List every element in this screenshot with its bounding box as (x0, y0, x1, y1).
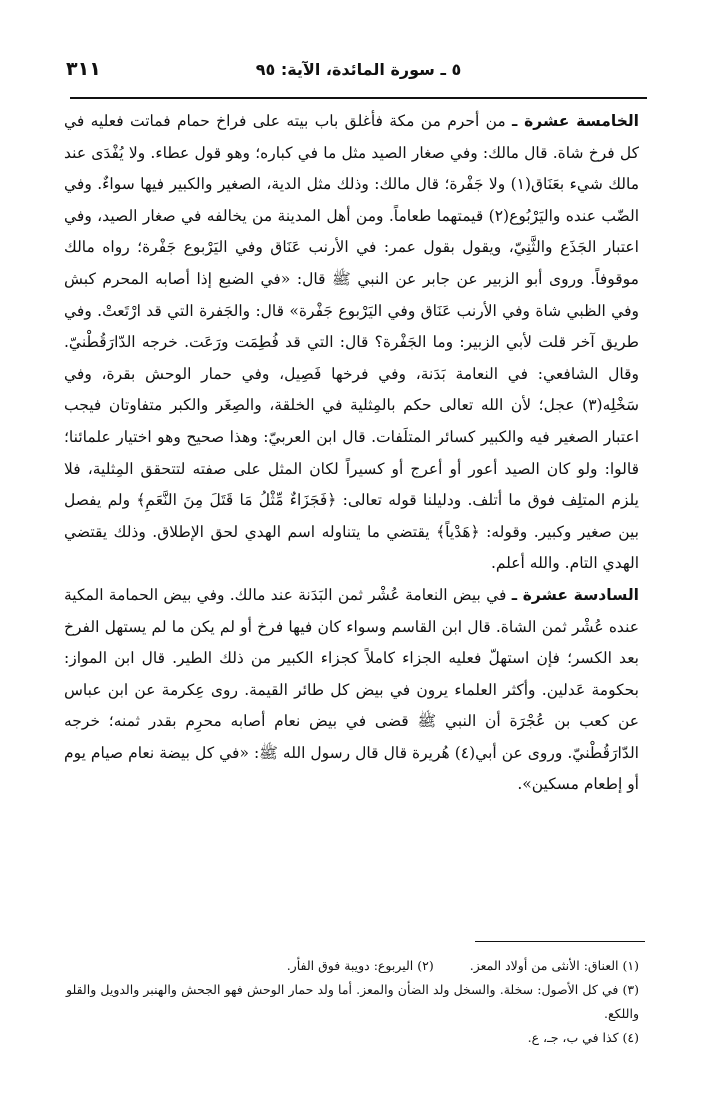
footnotes (66, 954, 639, 1050)
footnote-2: (٢) اليربوع: دويبة فوق الفأر. (286, 958, 434, 973)
paragraph-text: في بيض النعامة عُشْر ثمن البَدَنة عند مالك. وفي بيض الحمامة المكية عنده عُشْر ثمن الشاة. قال ابن القاسم وسواء كان فيها فرخ أو لم يكن ما لم يستهل الفرخ بعد الكسر؛ فإن استهلّ فعليه الجزاء كاملاً كجزاء الكبير من ذلك الطير. قال ابن المواز: بحكومة عَدلين. وأكثر العلماء يرون في بيض كل طائر القيمة. روى عِكرمة عن ابن عباس عن كعب بن عُجْرَة أن النبي ﷺ قضى في بيض نعام أصابه محرِم بقدر ثمنه؛ خرجه الدّارَقُطْنيّ. وروى عن أبي(٤) هُريرة قال قال رسول الله ﷺ: «في كل بيضة نعام صيام يوم أو إطعام مسكين». (64, 585, 639, 794)
footnote-row (66, 954, 639, 978)
main-text (64, 106, 639, 801)
paragraph-fifteenth (64, 106, 639, 580)
footnote-3: (٣) في كل الأصول: سخلة. والسخل ولد الضأن والمعز. أما ولد حمار الوحش فهو الجحش والهنبر والدويل والقلو واللكع. (66, 982, 639, 1021)
paragraph-text: من أحرم من مكة فأغلق باب بيته على فراخ حمام فماتت فعليه في كل فرخ شاة. قال مالك: وفي صغار الصيد مثل ما في كباره؛ وهو قول عطاء. ولا يُفْدَى عند مالك شيء بعَنَاق(١) ولا جَفْرة؛ قال مالك: وذلك مثل الدية، الصغير والكبير فيها سواءٌ. وفي الضّب عنده واليَرْبُوع(٢) قيمتهما طعاماً. ومن أهل المدينة من يخالفه في صغار الصيد، وفي اعتبار الجَذَع والثَّنِيّ، ويقول بقول عمر: في الأرنب عَنَاق وفي اليَرْبوع جَفْرة؛ رواه مالك موقوفاً. وروى أبو الزبير عن جابر عن النبي ﷺ قال: «في الضبع إذا أصابه المحرم كبش وفي الظبي شاة وفي الأرنب عَنَاق وفي اليَرْبوع جَفْرة» قال: والجَفرة التي قد ارْتَعتْ. وفي طريق آخر قلت لأبي الزبير: وما الجَفْرة؟ قال: التي قد فُطِمَت ورَعَت. خرجه الدّارَقُطْنيّ. وقال الشافعي: في النعامة بَدَنة، وفي فرخها فَصِيل، وفي حمار الوحش بقرة، وفي سَخْلِه(٣) عجل؛ لأن الله تعالى حكم بالمِثلية في الخلقة، والصِغَر والكبر متفاوتان فيجب اعتبار الصغير فيه والكبير كسائر المتلَفات. قال ابن العربيّ: وهذا صحيح وهو اختيار علمائنا؛ قالوا: ولو كان الصيد أعور أو أعرج أو كسيراً لكان المثل على صفته لتتحقق المِثلية، فلا يلزم المتلِف فوق ما أتلف. ودليلنا قوله تعالى: ﴿فَجَزَاءٌ مِّثْلُ مَا قَتَلَ مِنَ النَّعَمِ﴾ ولم يفصل بين صغير وكبير. وقوله: ﴿هَدْياً﴾ يقتضي ما يتناوله اسم الهدي لحق الإطلاق. وذلك يقتضي الهدي التام. والله أعلم. (64, 112, 640, 573)
header-rule (70, 97, 647, 99)
page-number: ٣١١ (66, 58, 101, 80)
footnote-1: (١) العناق: الأنثى من أولاد المعز. (469, 958, 639, 973)
footnote-row (66, 1026, 639, 1050)
paragraph-sixteenth (64, 580, 639, 801)
footnote-rule (475, 941, 645, 942)
page-header (66, 56, 651, 90)
footnote-4: (٤) كذا في ب، جـ، ع. (527, 1030, 639, 1045)
paragraph-label: الخامسة عشرة ـ (512, 112, 639, 130)
running-title: ٥ ـ سورة المائدة، الآية: ٩٥ (255, 60, 462, 79)
paragraph-label: السادسة عشرة ـ (511, 585, 639, 604)
